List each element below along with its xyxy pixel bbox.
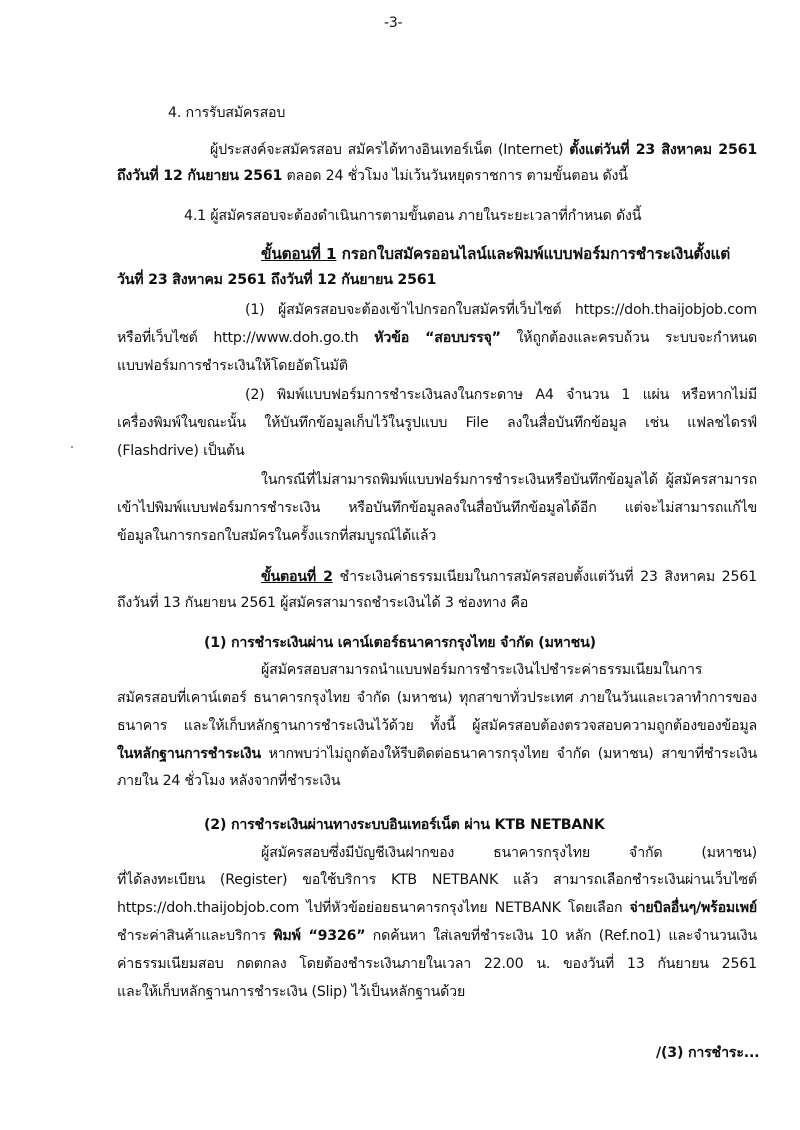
step1-note-line1: ในกรณีที่ไม่สามารถพิมพ์แบบฟอร์มการชำระเงินหรือบันทึกข้อมูลได้ ผู้สมัครสามารถ — [261, 472, 757, 488]
step1-item2-line1: (2) พิมพ์แบบฟอร์มการชำระเงินลงในกระดาษ A4 จำนวน 1 แผ่น หรือหากไม่มี — [245, 387, 757, 403]
channel1-heading: (1) การชำระเงินผ่าน เคาน์เตอร์ธนาคารกรุงไทย จำกัด (มหาชน) — [204, 635, 596, 651]
service-code: พิมพ์ “9326” — [273, 928, 366, 944]
step1-label: ขั้นตอนที่ 1 — [261, 245, 337, 263]
channel1-line5: ภายใน 24 ชั่วโมง หลังจากที่ชำระเงิน — [117, 773, 341, 789]
channel1-line1: ผู้สมัครสอบสามารถนำแบบฟอร์มการชำระเงินไปชำระค่าธรรมเนียมในการ — [261, 662, 703, 678]
channel2-text-a: ชำระค่าสินค้าและบริการ — [117, 928, 274, 944]
channel1-line2: สมัครสอบที่เคาน์เตอร์ ธนาคารกรุงไทย จำกัด (มหาชน) ทุกสาขาทั่วประเทศ ภายในวันและเวลาทำการของ — [117, 690, 757, 706]
intro-date-start: ตั้งแต่วันที่ 23 สิงหาคม 2561 — [569, 142, 757, 158]
channel2-line1: ผู้สมัครสอบซึ่งมีบัญชีเงินฝากของ ธนาคารกรุงไทย จำกัด (มหาชน) — [261, 845, 757, 861]
intro-date-end: ถึงวันที่ 12 กันยายน 2561 — [117, 168, 283, 184]
channel2-line6: และให้เก็บหลักฐานการชำระเงิน (Slip) ไว้เป็นหลักฐานด้วย — [117, 984, 466, 1000]
channel2-line2: ที่ได้ลงทะเบียน (Register) ขอใช้บริการ KTB NETBANK แล้ว สามารถเลือกชำระเงินผ่านเว็บไซต์ — [117, 872, 757, 888]
channel2-line4 — [117, 926, 757, 946]
step1-note-line3: ข้อมูลในการกรอกใบสมัครในครั้งแรกที่สมบูรณ์ได้แล้ว — [117, 528, 437, 544]
thaijobjob-website: https://doh.thaijobjob.com ไปที่หัวข้อย่อยธนาคารกรุงไทย NETBANK โดยเลือก — [117, 900, 630, 916]
step2-heading — [261, 567, 757, 587]
intro-line-1 — [210, 140, 757, 160]
intro-text: ผู้ประสงค์จะสมัครสอบ สมัครได้ทางอินเทอร์เน็ต (Internet) — [210, 142, 570, 158]
intro-line-2 — [117, 166, 628, 186]
payment-evidence-label: ในหลักฐานการชำระเงิน — [117, 746, 261, 762]
continuation-marker: /(3) การชำระ... — [656, 1045, 760, 1061]
channel1-line4 — [117, 744, 757, 764]
step2-label: ขั้นตอนที่ 2 — [261, 569, 333, 585]
step1-item1-line1: (1) ผู้สมัครสอบจะต้องเข้าไปกรอกใบสมัครที่เว็บไซต์ https://doh.thaijobjob.com — [245, 302, 757, 318]
subsection-4-1: 4.1 ผู้สมัครสอบจะต้องดำเนินการตามขั้นตอน ภายในระยะเวลาที่กำหนด ดังนี้ — [184, 208, 642, 224]
step1-item2-line3: (Flashdrive) เป็นต้น — [117, 443, 245, 459]
step1-title: กรอกใบสมัครออนไลน์และพิมพ์แบบฟอร์มการชำระเงินตั้งแต่ — [336, 245, 731, 263]
section-title: 4. การรับสมัครสอบ — [168, 105, 286, 121]
step1-item2-line2: เครื่องพิมพ์ในขณะนั้น ให้บันทึกข้อมูลเก็บไว้ในรูปแบบ File ลงในสื่อบันทึกข้อมูล เช่น แฟลชไดรฟ์ — [117, 415, 757, 431]
step1-note-line2: เข้าไปพิมพ์แบบฟอร์มการชำระเงิน หรือบันทึกข้อมูลลงในสื่อบันทึกข้อมูลได้อีก แต่จะไม่สามารถแก้ไข — [117, 500, 757, 516]
intro-text-2: ตลอด 24 ชั่วโมง ไม่เว้นวันหยุดราชการ ตามขั้นตอน ดังนี้ — [282, 168, 628, 184]
step1-dates: วันที่ 23 สิงหาคม 2561 ถึงวันที่ 12 กันยายน 2561 — [117, 272, 437, 288]
step2-line2: ถึงวันที่ 13 กันยายน 2561 ผู้สมัครสามารถชำระเงินได้ 3 ช่องทาง คือ — [117, 595, 529, 611]
item1-text: ให้ถูกต้องและครบถ้วน ระบบจะกำหนด — [500, 330, 757, 346]
step1-heading — [261, 244, 730, 264]
scan-mark — [71, 446, 73, 448]
channel2-line3 — [117, 898, 757, 918]
channel2-line5: ค่าธรรมเนียมสอบ กดตกลง โดยต้องชำระเงินภายในเวลา 22.00 น. ของวันที่ 13 กันยายน 2561 — [117, 956, 757, 972]
channel2-heading: (2) การชำระเงินผ่านทางระบบอินเทอร์เน็ต ผ่าน KTB NETBANK — [204, 817, 605, 833]
step1-item1-line2 — [117, 328, 757, 348]
page-number: -3- — [384, 15, 403, 31]
channel1-line3: ธนาคาร และให้เก็บหลักฐานการชำระเงินไว้ด้วย ทั้งนี้ ผู้สมัครสอบต้องตรวจสอบความถูกต้องของข้อมูล — [117, 718, 757, 734]
channel2-text-c: กดค้นหา ใส่เลขที่ชำระเงิน 10 หลัก (Ref.no1) และจำนวนเงิน — [365, 928, 758, 944]
topic-label: หัวข้อ “สอบบรรจุ” — [374, 330, 501, 346]
step1-item1-line3: แบบฟอร์มการชำระเงินให้โดยอัตโนมัติ — [117, 358, 348, 374]
bill-payment-label: จ่ายบิลอื่นๆ/พร้อมเพย์ — [629, 900, 757, 916]
step2-title: ชำระเงินค่าธรรมเนียมในการสมัครสอบตั้งแต่วันที่ 23 สิงหาคม 2561 — [332, 569, 757, 585]
doh-website: หรือที่เว็บไซต์ http://www.doh.go.th — [117, 330, 375, 346]
channel1-text: หากพบว่าไม่ถูกต้องให้รีบติดต่อธนาคารกรุงไทย จำกัด (มหาชน) สาขาที่ชำระเงิน — [260, 746, 757, 762]
